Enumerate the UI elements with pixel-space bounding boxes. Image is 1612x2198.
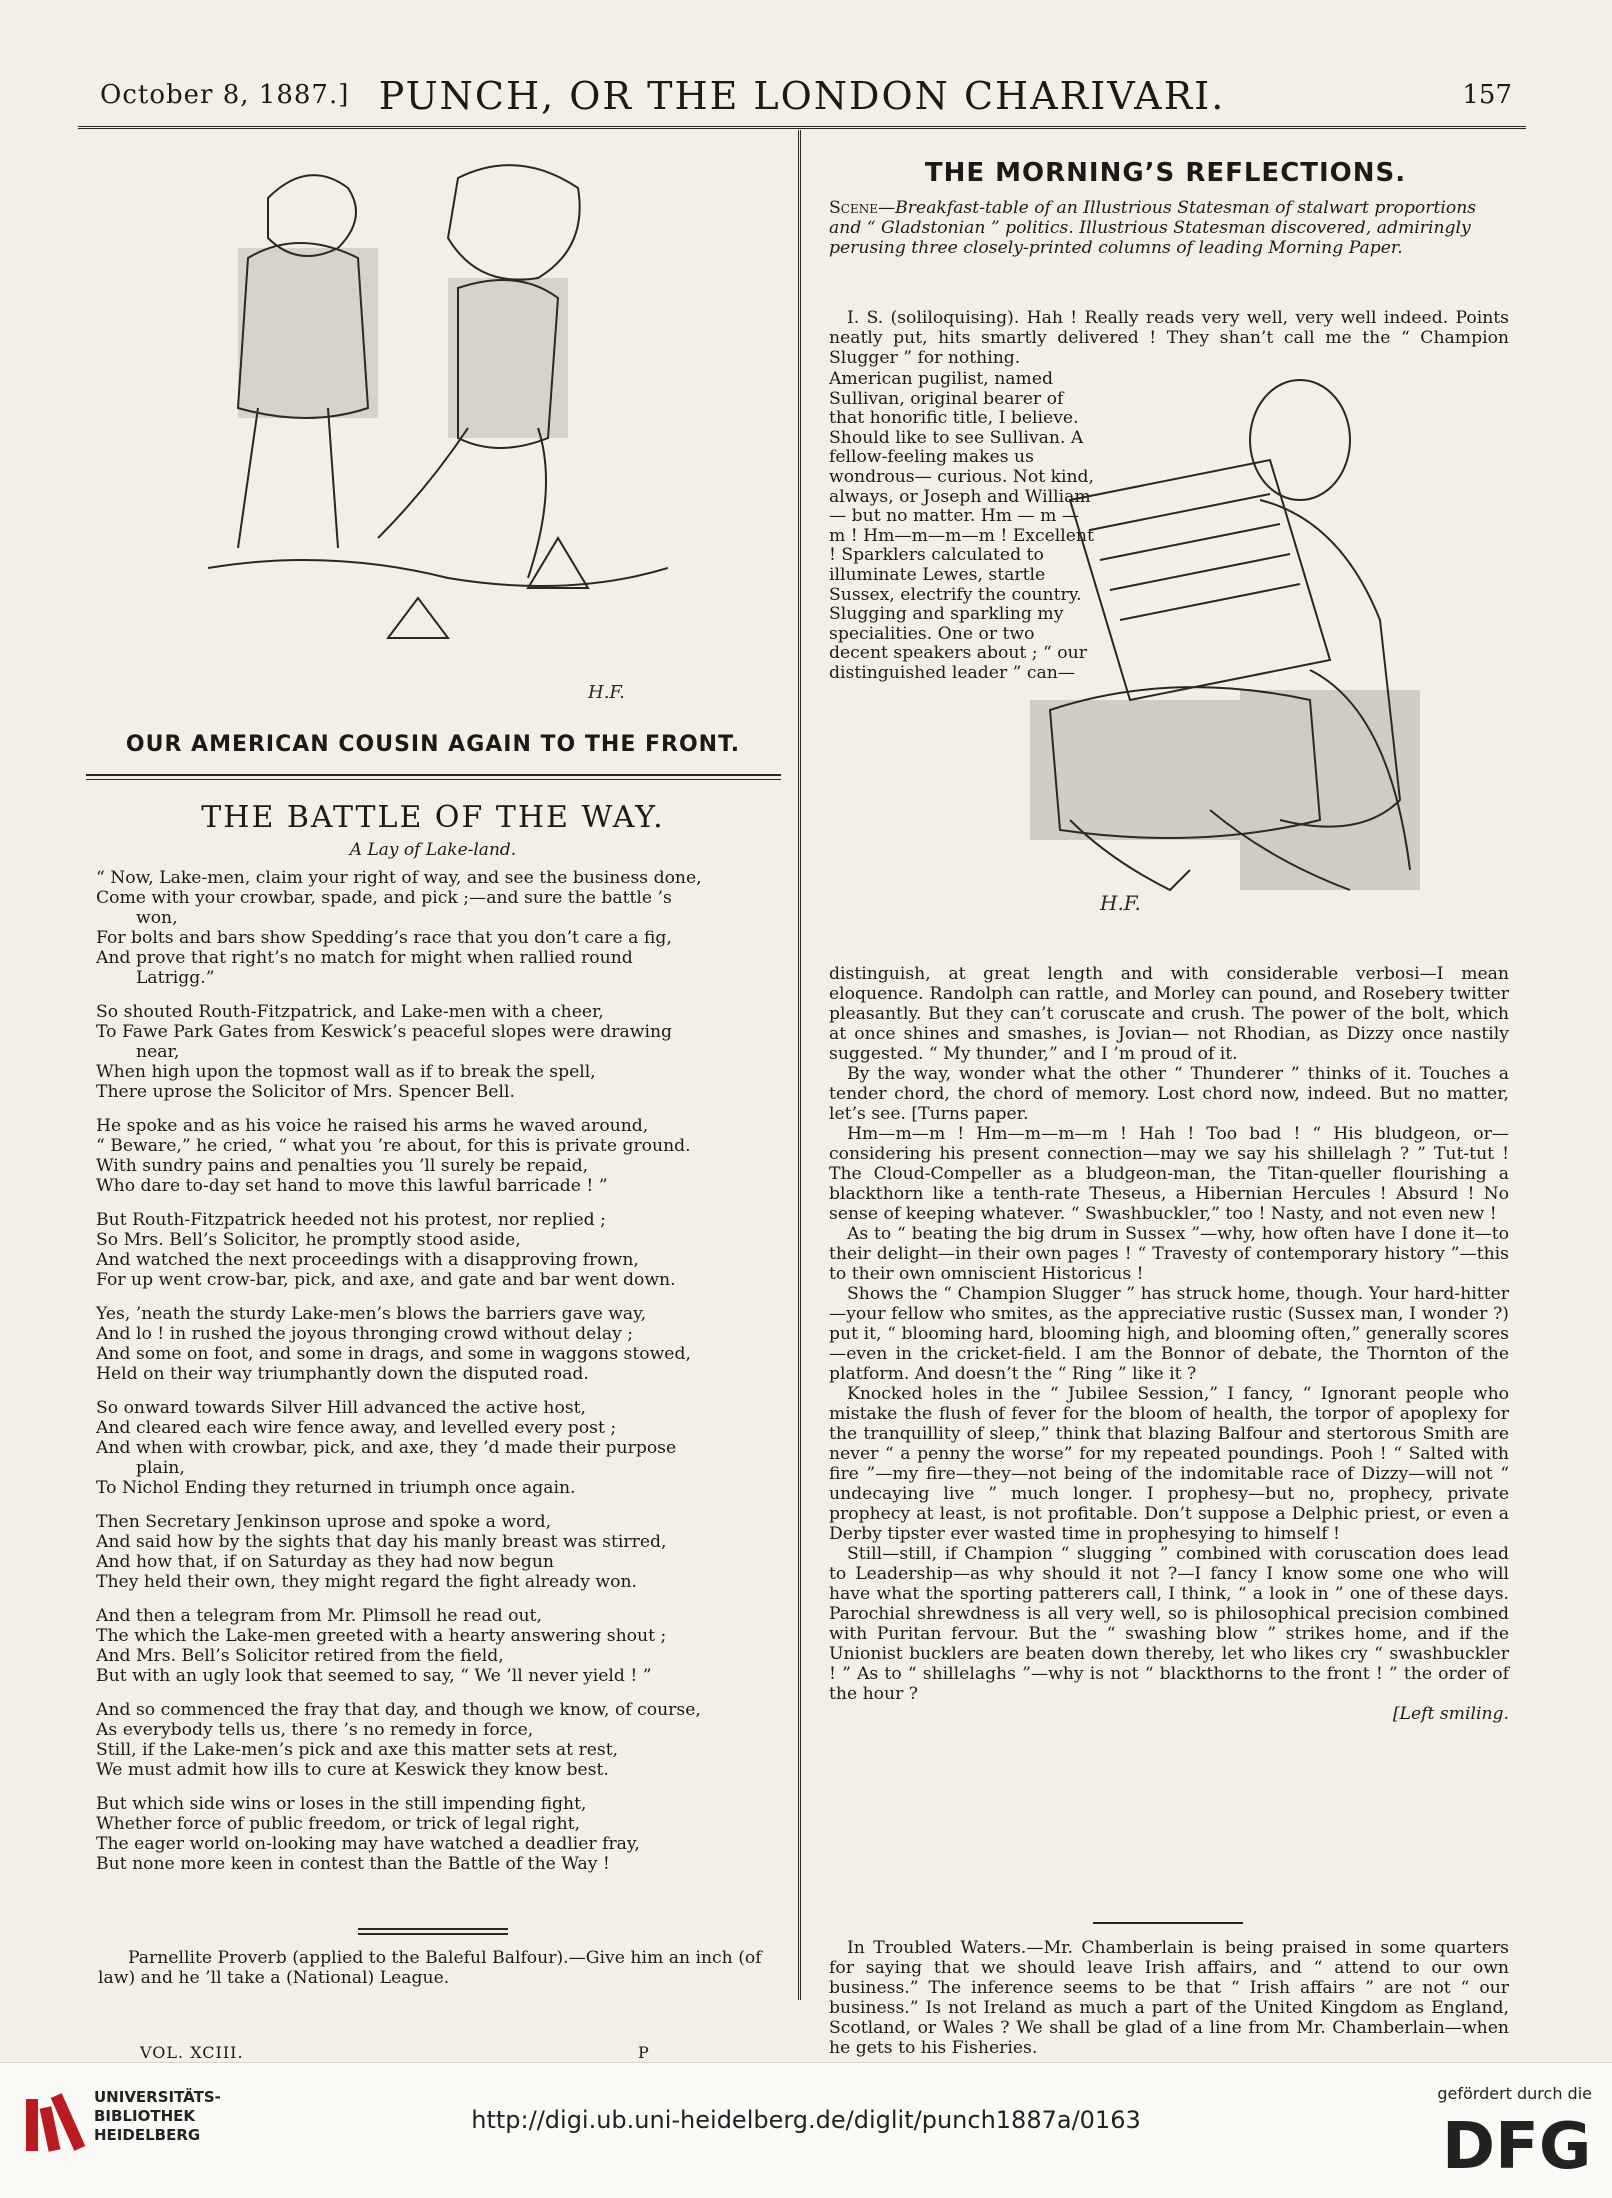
permalink-url[interactable]: http://digi.ub.uni-heidelberg.de/diglit/punch1887a/0163 [471,2106,1141,2134]
paragraph: Hm—m—m ! Hm—m—m—m ! Hah ! Too bad ! “ His bludgeon, or—considering his present connection—may we say his shillelagh ? ” Tut-tut ! The Cloud-Compeller as a bludgeon-man, the Titan-queller flourishing a blackthorn like a tenth-rate Theseus, a Hibernian Hercules ! Absurd ! No sense of keeping whatever. “ Swashbuckler,” too ! Nasty, and not even new ! [829,1124,1509,1224]
verse-line: Still, if the Lake-men’s pick and axe this matter sets at rest, [96,1740,619,1760]
article-title: THE MORNING’S REFLECTIONS. [924,158,1407,188]
cartoon-american-cousin [208,138,668,718]
caption-rule [86,774,781,776]
verse-line: And when with crowbar, pick, and axe, they ’d made their purpose [96,1438,677,1458]
poem-title: THE BATTLE OF THE WAY. [201,800,665,835]
troubled-waters-note [829,1938,1509,2058]
stanza [96,1210,776,1290]
verse-line: near, [136,1042,180,1062]
stanza [96,868,776,988]
cartoon2-signature: H.F. [1100,891,1141,915]
verse-line: With sundry pains and penalties you ’ll surely be repaid, [96,1156,589,1176]
verse-line: But Routh-Fitzpatrick heeded not his protest, nor replied ; [96,1210,606,1230]
verse-line: And cleared each wire fence away, and levelled every post ; [96,1418,617,1438]
verse-line: And said how by the sights that day his manly breast was stirred, [96,1532,667,1552]
verse-line: But with an ugly look that seemed to say, “ We ’ll never yield ! ” [96,1666,652,1686]
section-rule [1093,1922,1243,1924]
verse-line: Yes, ’neath the sturdy Lake-men’s blows the barriers gave way, [96,1304,647,1324]
verse-line: But none more keen in contest than the Battle of the Way ! [96,1854,610,1874]
verse-line: Then Secretary Jenkinson uprose and spoke a word, [96,1512,552,1532]
parnellite-proverb: Parnellite Proverb (applied to the Baleful Balfour).—Give him an inch (of law) and he ’ll take a (National) League. [98,1948,762,1988]
sponsor-label: gefördert durch die [1437,2084,1592,2103]
paragraph: By the way, wonder what the other “ Thunderer ” thinks of it. Touches a tender chord, the chord of memory. Lost chord now, indeed. But no matter, let’s see. [Turns paper. [829,1064,1509,1124]
stanza [96,1116,776,1196]
volume-label: VOL. XCIII. [140,2043,244,2062]
masthead-title: PUNCH, OR THE LONDON CHARIVARI. [378,74,1226,118]
stanza [96,1398,776,1498]
cartoon1-signature: H.F. [588,682,625,703]
verse-line: There uprose the Solicitor of Mrs. Spencer Bell. [96,1082,515,1102]
verse-line: And prove that right’s no match for might when rallied round [96,948,633,968]
paragraph: As to “ beating the big drum in Sussex ”—why, how often have I done it—to their delight—in their own pages ! “ Travesty of contemporary history ”—this to their own omniscient Historicus ! [829,1224,1509,1284]
verse-line: And some on foot, and some in drags, and some in waggons stowed, [96,1344,691,1364]
verse-line: “ Beware,” he cried, “ what you ’re about, for this is private ground. [96,1136,691,1156]
column-divider [798,130,801,2000]
university-name-line: BIBLIOTHEK [94,2107,195,2125]
article-intro [829,308,1509,368]
verse-line: But which side wins or loses in the still impending fight, [96,1794,587,1814]
university-name-line: UNIVERSITÄTS- [94,2088,221,2106]
newspaper-page [78,60,1526,2065]
verse-line: And lo ! in rushed the joyous thronging crowd without delay ; [96,1324,634,1344]
paragraph: In Troubled Waters.—Mr. Chamberlain is being praised in some quarters for saying that we should leave Irish affairs, and “ attend to our own business.” The inference seems to be that “ Irish affairs ” are not “ our business.” Is not Ireland as much a part of the United Kingdom as England, Scotland, or Wales ? We shall be glad of a line from Mr. Chamberlain—when he gets to his Fisheries. [829,1938,1509,2058]
cartoon-statesman-reading [1010,370,1440,930]
issue-date: October 8, 1887.] [100,80,350,110]
verse-line: When high upon the topmost wall as if to break the spell, [96,1062,596,1082]
stanza [96,1700,776,1780]
verse-line: Latrigg.” [136,968,215,988]
verse-line: To Fawe Park Gates from Keswick’s peaceful slopes were drawing [96,1022,673,1042]
header-rule [78,126,1526,129]
caption-rule-thin [86,779,781,780]
verse-line: To Nichol Ending they returned in triumph once again. [96,1478,576,1498]
verse-line: For up went crow-bar, pick, and axe, and gate and bar went down. [96,1270,676,1290]
verse-line: As everybody tells us, there ’s no remedy in force, [96,1720,534,1740]
verse-line: And watched the next proceedings with a disapproving frown, [96,1250,639,1270]
verse-line: We must admit how ills to cure at Keswick they know best. [96,1760,609,1780]
paragraph: Shows the “ Champion Slugger ” has struck home, though. Your hard-hitter—your fellow who smites, as the appreciative rustic (Sussex man, I wonder ?) put it, “ blooming hard, blooming high, and blooming often,” generally scores—even in the cricket-field. I am the Bonnor of debate, the Thornton of the platform. And doesn’t the “ Ring ” like it ? [829,1284,1509,1384]
verse-line: They held their own, they might regard the fight already won. [96,1572,638,1592]
dfg-wordmark: DFG [1442,2110,1592,2176]
poem-subtitle: A Lay of Lake-land. [349,840,517,860]
section-rule-thin [358,1933,508,1935]
verse-line: So shouted Routh-Fitzpatrick, and Lake-men with a cheer, [96,1002,604,1022]
article-scene [829,198,1509,258]
verse-line: So onward towards Silver Hill advanced the active host, [96,1398,587,1418]
verse-line: Held on their way triumphantly down the disputed road. [96,1364,589,1384]
section-rule [358,1928,508,1930]
page-number: 157 [1462,80,1512,110]
paragraph: Still—still, if Champion “ slugging ” combined with coruscation does lead to Leadership—as why should it not ?—I fancy I know some one who will have what the sporting patterers call, I think, “ a look in ” one of these days. Parochial shrewdness is all very well, so is philosophical precision combined with Puritan fervour. But the “ swashing blow ” strikes home, and if the Unionist bucklers are beaten down thereby, let who likes cry “ swashbuckler ! ” As to “ shillelaghs ”—why is not “ blackthorns to the front ! ” the order of the hour ? [829,1544,1509,1704]
paragraph: distinguish, at great length and with considerable verbosi—I mean eloquence. Randolph can rattle, and Morley can pound, and Rosebery twitter pleasantly. But they can’t coruscate and crush. The power of the bolt, which at once shines and smashes, is Jovian— not Rhodian, as Dizzy once nastily suggested. “ My thunder,” and I ’m proud of it. [829,964,1509,1064]
verse-line: “ Now, Lake-men, claim your right of way, and see the business done, [96,868,702,888]
verse-line: plain, [136,1458,185,1478]
stanza [96,1002,776,1102]
verse-line: For bolts and bars show Spedding’s race that you don’t care a fig, [96,928,672,948]
verse-line: The which the Lake-men greeted with a hearty answering shout ; [96,1626,667,1646]
stanza [96,1794,776,1874]
paragraph: I. S. (soliloquising). Hah ! Really reads very well, very well indeed. Points neatly put, hits smartly delivered ! They shan’t call me the “ Champion Slugger ” for nothing. [829,308,1509,368]
stage-direction: [Left smiling. [1392,1704,1509,1724]
verse-line: He spoke and as his voice he raised his arms he waved around, [96,1116,649,1136]
poem-body [96,868,776,1888]
verse-line: And then a telegram from Mr. Plimsoll he read out, [96,1606,542,1626]
paragraph: Knocked holes in the “ Jubilee Session,” I fancy, “ Ignorant people who mistake the flush of fever for the bloom of health, the torpor of apoplexy for the tranquillity of sleep,” think that blazing Balfour and stertorous Smith are never “ a penny the worse” for my repeated poundings. Pooh ! “ Salted with fire ”—my fire—they—not being of the indomitable race of Dizzy—will not “ undecaying live ” much longer. I prophesy—but no, prophecy, private prophecy at least, is not profitable. Don’t suppose a Delphic priest, or even a Derby tipster ever wasted time in prophesying to himself ! [829,1384,1509,1544]
scene-label: Scene [829,198,878,218]
stanza [96,1304,776,1384]
cartoon1-caption: OUR AMERICAN COUSIN AGAIN TO THE FRONT. [125,732,741,757]
stanza [96,1512,776,1592]
verse-line: And so commenced the fray that day, and though we know, of course, [96,1700,701,1720]
signature-mark: P [638,2043,649,2062]
page-header [78,60,1526,130]
stanza [96,1606,776,1686]
scene-text: —Breakfast-table of an Illustrious Statesman of stalwart proportions and “ Gladstonian ” politics. Illustrious Statesman discovered, admiringly perusing three closely-printed columns of leading Morning Paper. [829,198,1477,258]
paragraph: American pugilist, named Sullivan, original bearer of that honorific title, I believe. Should like to see Sullivan. A fellow-feeling makes us wondrous— curious. Not kind, always, or Joseph and William— but no matter. Hm — m — m ! Hm—m—m—m ! Excellent ! Sparklers calculated to illuminate Lewes, startle Sussex, electrify the country. Slugging and sparkling my specialities. One or two decent speakers about ; “ our distinguished leader ” can— [829,369,1095,683]
verse-line: Who dare to-day set hand to move this lawful barricade ! ” [96,1176,608,1196]
verse-line: And Mrs. Bell’s Solicitor retired from the field, [96,1646,504,1666]
verse-line: Whether force of public freedom, or trick of legal right, [96,1814,581,1834]
university-name-line: HEIDELBERG [94,2126,201,2144]
verse-line: So Mrs. Bell’s Solicitor, he promptly stood aside, [96,1230,521,1250]
article-body [829,964,1509,1724]
verse-line: won, [136,908,178,928]
verse-line: The eager world on-looking may have watched a deadlier fray, [96,1834,640,1854]
verse-line: Come with your crowbar, spade, and pick ;—and sure the battle ’s [96,888,672,908]
dfg-logo-icon[interactable] [1442,2110,1592,2176]
verse-line: And how that, if on Saturday as they had now begun [96,1552,554,1572]
